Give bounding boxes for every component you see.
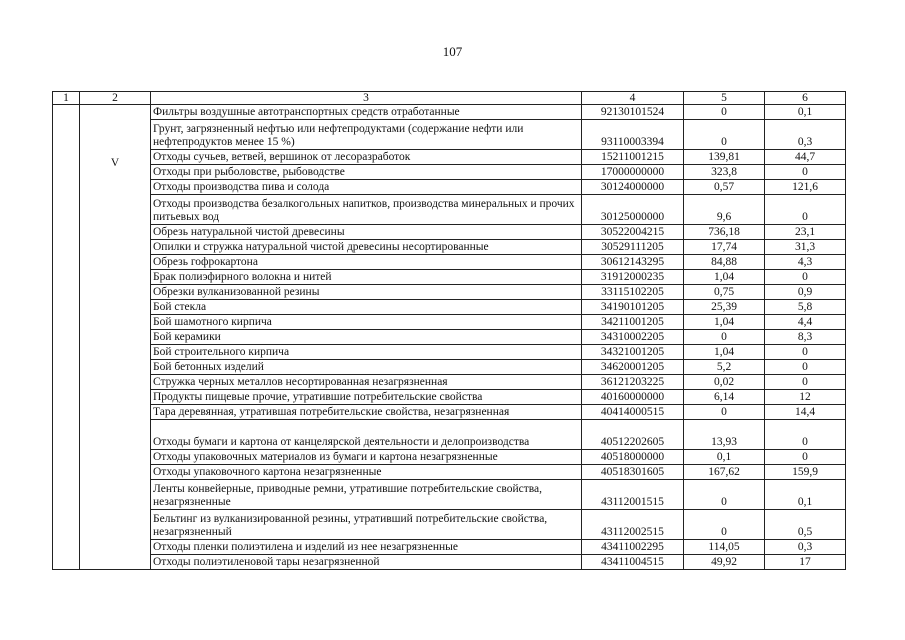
header-row xyxy=(53,92,846,105)
value-col-5-cell: 13,93 xyxy=(684,420,765,450)
waste-code-cell: 40414000515 xyxy=(582,405,684,420)
value-col-5-cell: 0 xyxy=(684,120,765,150)
value-col-5-cell: 736,18 xyxy=(684,225,765,240)
waste-name-cell: Отходы бумаги и картона от канцелярской деятельности и делопроизводства xyxy=(151,420,582,450)
value-col-6-cell: 12 xyxy=(765,390,846,405)
table-body xyxy=(53,92,846,570)
waste-name-cell: Обрезь натуральной чистой древесины xyxy=(151,225,582,240)
value-col-6-cell: 0,9 xyxy=(765,285,846,300)
col-1-cell xyxy=(53,105,80,570)
value-col-6-cell: 23,1 xyxy=(765,225,846,240)
waste-code-cell: 34310002205 xyxy=(582,330,684,345)
value-col-6-cell: 0 xyxy=(765,165,846,180)
waste-name-cell: Обрезки вулканизованной резины xyxy=(151,285,582,300)
page-number: 107 xyxy=(442,44,463,59)
waste-table xyxy=(52,91,846,570)
table-row xyxy=(53,465,846,480)
waste-name-cell: Отходы производства безалкогольных напитков, производства минеральных и прочих питьевых вод xyxy=(151,195,582,225)
waste-name-cell: Ленты конвейерные, приводные ремни, утратившие потребительские свойства, незагрязненные xyxy=(151,480,582,510)
value-col-5-cell: 139,81 xyxy=(684,150,765,165)
value-col-5-cell: 0 xyxy=(684,105,765,120)
hazard-class-cell xyxy=(80,105,151,570)
waste-code-cell: 34190101205 xyxy=(582,300,684,315)
waste-code-cell: 34211001205 xyxy=(582,315,684,330)
header-col-6: 6 xyxy=(765,92,846,105)
header-col-2: 2 xyxy=(80,92,151,105)
table-row xyxy=(53,150,846,165)
value-col-6-cell: 4,3 xyxy=(765,255,846,270)
value-col-5-cell: 5,2 xyxy=(684,360,765,375)
value-col-6-cell: 0 xyxy=(765,360,846,375)
waste-code-cell: 17000000000 xyxy=(582,165,684,180)
table-row xyxy=(53,345,846,360)
table-row xyxy=(53,390,846,405)
value-col-5-cell: 0,57 xyxy=(684,180,765,195)
value-col-6-cell: 0 xyxy=(765,195,846,225)
waste-name-cell: Отходы полиэтиленовой тары незагрязненной xyxy=(151,555,582,570)
waste-code-cell: 43112001515 xyxy=(582,480,684,510)
value-col-6-cell: 17 xyxy=(765,555,846,570)
value-col-5-cell: 0,02 xyxy=(684,375,765,390)
waste-name-cell: Бой строительного кирпича xyxy=(151,345,582,360)
waste-name-cell: Отходы производства пива и солода xyxy=(151,180,582,195)
waste-name-cell: Бой керамики xyxy=(151,330,582,345)
header-col-5: 5 xyxy=(684,92,765,105)
waste-code-cell: 31912000235 xyxy=(582,270,684,285)
table-row xyxy=(53,285,846,300)
value-col-5-cell: 1,04 xyxy=(684,270,765,285)
waste-code-cell: 34321001205 xyxy=(582,345,684,360)
value-col-6-cell: 0,1 xyxy=(765,480,846,510)
waste-name-cell: Стружка черных металлов несортированная незагрязненная xyxy=(151,375,582,390)
waste-name-cell: Тара деревянная, утратившая потребительские свойства, незагрязненная xyxy=(151,405,582,420)
value-col-6-cell: 121,6 xyxy=(765,180,846,195)
value-col-5-cell: 167,62 xyxy=(684,465,765,480)
table-row xyxy=(53,315,846,330)
waste-name-cell: Продукты пищевые прочие, утратившие потребительские свойства xyxy=(151,390,582,405)
waste-code-cell: 36121203225 xyxy=(582,375,684,390)
waste-name-cell: Опилки и стружка натуральной чистой древесины несортированные xyxy=(151,240,582,255)
table-row xyxy=(53,375,846,390)
value-col-6-cell: 0,3 xyxy=(765,120,846,150)
waste-name-cell: Обрезь гофрокартона xyxy=(151,255,582,270)
waste-code-cell: 30612143295 xyxy=(582,255,684,270)
table-row xyxy=(53,105,846,120)
waste-name-cell: Бой шамотного кирпича xyxy=(151,315,582,330)
waste-name-cell: Отходы упаковочного картона незагрязненные xyxy=(151,465,582,480)
waste-code-cell: 93110003394 xyxy=(582,120,684,150)
header-col-4: 4 xyxy=(582,92,684,105)
waste-code-cell: 15211001215 xyxy=(582,150,684,165)
table-row xyxy=(53,165,846,180)
value-col-6-cell: 44,7 xyxy=(765,150,846,165)
waste-name-cell: Отходы сучьев, ветвей, вершинок от лесоразработок xyxy=(151,150,582,165)
header-col-1: 1 xyxy=(53,92,80,105)
waste-code-cell: 43411004515 xyxy=(582,555,684,570)
value-col-5-cell: 6,14 xyxy=(684,390,765,405)
waste-code-cell: 40160000000 xyxy=(582,390,684,405)
table-row xyxy=(53,195,846,225)
waste-code-cell: 40518301605 xyxy=(582,465,684,480)
waste-name-cell: Фильтры воздушные автотранспортных средств отработанные xyxy=(151,105,582,120)
value-col-6-cell: 4,4 xyxy=(765,315,846,330)
table-row xyxy=(53,120,846,150)
waste-code-cell: 30529111205 xyxy=(582,240,684,255)
value-col-6-cell: 0 xyxy=(765,270,846,285)
table-row xyxy=(53,255,846,270)
table-row xyxy=(53,240,846,255)
value-col-5-cell: 1,04 xyxy=(684,345,765,360)
value-col-5-cell: 49,92 xyxy=(684,555,765,570)
waste-code-cell: 40512202605 xyxy=(582,420,684,450)
table-row xyxy=(53,300,846,315)
waste-name-cell: Отходы пленки полиэтилена и изделий из нее незагрязненные xyxy=(151,540,582,555)
waste-name-cell: Брак полиэфирного волокна и нитей xyxy=(151,270,582,285)
value-col-6-cell: 31,3 xyxy=(765,240,846,255)
waste-code-cell: 40518000000 xyxy=(582,450,684,465)
waste-name-cell: Бой стекла xyxy=(151,300,582,315)
table-row xyxy=(53,480,846,510)
table-row xyxy=(53,555,846,570)
table-row xyxy=(53,405,846,420)
waste-name-cell: Бой бетонных изделий xyxy=(151,360,582,375)
value-col-5-cell: 25,39 xyxy=(684,300,765,315)
waste-name-cell: Бельтинг из вулканизированной резины, утративший потребительские свойства, незагрязненный xyxy=(151,510,582,540)
value-col-5-cell: 323,8 xyxy=(684,165,765,180)
waste-name-cell: Грунт, загрязненный нефтью или нефтепродуктами (содержание нефти или нефтепродуктов менее 15 %) xyxy=(151,120,582,150)
table-row xyxy=(53,540,846,555)
waste-code-cell: 33115102205 xyxy=(582,285,684,300)
waste-code-cell: 30522004215 xyxy=(582,225,684,240)
value-col-5-cell: 0,75 xyxy=(684,285,765,300)
waste-name-cell: Отходы при рыболовстве, рыбоводстве xyxy=(151,165,582,180)
value-col-5-cell: 9,6 xyxy=(684,195,765,225)
table-row xyxy=(53,360,846,375)
value-col-6-cell: 0 xyxy=(765,450,846,465)
value-col-6-cell: 0 xyxy=(765,420,846,450)
value-col-6-cell: 0 xyxy=(765,375,846,390)
waste-code-cell: 30124000000 xyxy=(582,180,684,195)
waste-code-cell: 30125000000 xyxy=(582,195,684,225)
waste-code-cell: 92130101524 xyxy=(582,105,684,120)
value-col-6-cell: 8,3 xyxy=(765,330,846,345)
value-col-6-cell: 5,8 xyxy=(765,300,846,315)
table-row xyxy=(53,330,846,345)
value-col-6-cell: 0,1 xyxy=(765,105,846,120)
value-col-5-cell: 0,1 xyxy=(684,450,765,465)
table-row xyxy=(53,180,846,195)
waste-code-cell: 43112002515 xyxy=(582,510,684,540)
table-row xyxy=(53,450,846,465)
value-col-5-cell: 114,05 xyxy=(684,540,765,555)
value-col-6-cell: 14,4 xyxy=(765,405,846,420)
waste-code-cell: 43411002295 xyxy=(582,540,684,555)
value-col-5-cell: 17,74 xyxy=(684,240,765,255)
value-col-5-cell: 1,04 xyxy=(684,315,765,330)
table-row xyxy=(53,225,846,240)
value-col-6-cell: 0,3 xyxy=(765,540,846,555)
value-col-5-cell: 0 xyxy=(684,330,765,345)
value-col-6-cell: 0 xyxy=(765,345,846,360)
table-row xyxy=(53,270,846,285)
table-row xyxy=(53,420,846,450)
value-col-5-cell: 0 xyxy=(684,510,765,540)
value-col-5-cell: 84,88 xyxy=(684,255,765,270)
value-col-5-cell: 0 xyxy=(684,405,765,420)
hazard-class: V xyxy=(110,157,120,169)
table-row xyxy=(53,510,846,540)
value-col-6-cell: 0,5 xyxy=(765,510,846,540)
waste-code-cell: 34620001205 xyxy=(582,360,684,375)
value-col-5-cell: 0 xyxy=(684,480,765,510)
value-col-6-cell: 159,9 xyxy=(765,465,846,480)
waste-name-cell: Отходы упаковочных материалов из бумаги и картона незагрязненные xyxy=(151,450,582,465)
header-col-3: 3 xyxy=(151,92,582,105)
